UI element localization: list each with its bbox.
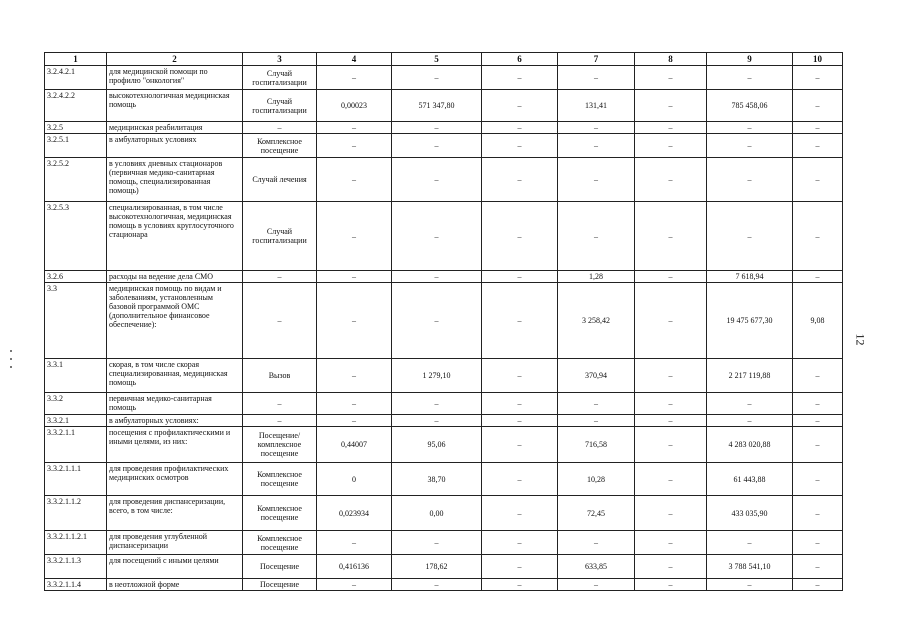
column-header: 9 [707, 53, 793, 66]
table-cell: – [558, 579, 635, 591]
table-cell: – [482, 202, 558, 271]
column-header: 10 [793, 53, 843, 66]
table-cell: – [317, 134, 392, 158]
table-cell: – [793, 122, 843, 134]
table-cell: – [243, 271, 317, 283]
table-cell: – [707, 579, 793, 591]
row-code: 3.3 [45, 283, 107, 359]
table-cell: – [482, 415, 558, 427]
table-cell: Посещение [243, 555, 317, 579]
table-row [45, 283, 843, 359]
table-cell: 370,94 [558, 359, 635, 393]
row-code: 3.2.5.3 [45, 202, 107, 271]
table-cell: – [793, 415, 843, 427]
table-cell: – [392, 415, 482, 427]
table-cell: – [558, 158, 635, 202]
row-description: для медицинской помощи по профилю "онкология" [107, 66, 243, 90]
table-cell: – [635, 496, 707, 531]
table-cell: 178,62 [392, 555, 482, 579]
table-cell: 72,45 [558, 496, 635, 531]
column-header: 3 [243, 53, 317, 66]
table-cell: – [635, 555, 707, 579]
column-header: 1 [45, 53, 107, 66]
table-cell: – [482, 531, 558, 555]
table-cell: – [793, 90, 843, 122]
row-description: в условиях дневных стационаров (первичная медико-санитарная помощь, специализированная помощь) [107, 158, 243, 202]
table-cell: – [392, 66, 482, 90]
scan-mark [10, 366, 12, 368]
table-cell: – [392, 202, 482, 271]
table-cell: – [793, 359, 843, 393]
row-code: 3.3.2 [45, 393, 107, 415]
row-code: 3.3.2.1 [45, 415, 107, 427]
table-cell: – [317, 415, 392, 427]
row-code: 3.3.2.1.1.1 [45, 463, 107, 496]
table-cell: – [793, 271, 843, 283]
table-cell: – [707, 134, 793, 158]
row-code: 3.2.5 [45, 122, 107, 134]
table-cell: – [482, 463, 558, 496]
row-code: 3.3.2.1.1.4 [45, 579, 107, 591]
table-cell: – [635, 531, 707, 555]
row-description: для посещений с иными целями [107, 555, 243, 579]
table-cell: 10,28 [558, 463, 635, 496]
row-code: 3.3.2.1.1.2.1 [45, 531, 107, 555]
table-cell: Комплексное посещение [243, 496, 317, 531]
table-cell: 131,41 [558, 90, 635, 122]
table-cell: – [558, 393, 635, 415]
table-cell: 0,00023 [317, 90, 392, 122]
table-cell: 7 618,94 [707, 271, 793, 283]
table-cell: – [482, 271, 558, 283]
table-body [45, 53, 843, 591]
table-cell: 0,44007 [317, 427, 392, 463]
table-cell: – [243, 415, 317, 427]
row-description: посещения с профилактическими и иными целями, из них: [107, 427, 243, 463]
table-cell: – [558, 134, 635, 158]
table-cell: 571 347,80 [392, 90, 482, 122]
table-cell: – [707, 158, 793, 202]
table-cell: – [317, 202, 392, 271]
table-cell: 2 217 119,88 [707, 359, 793, 393]
table-cell: – [482, 579, 558, 591]
table-row [45, 555, 843, 579]
table-cell: – [392, 122, 482, 134]
table-cell: – [635, 271, 707, 283]
row-description: высокотехнологичная медицинская помощь [107, 90, 243, 122]
table-cell: – [392, 579, 482, 591]
row-code: 3.3.2.1.1 [45, 427, 107, 463]
column-header: 6 [482, 53, 558, 66]
table-row [45, 359, 843, 393]
table-cell: – [243, 393, 317, 415]
table-cell: – [793, 393, 843, 415]
table-cell: – [635, 283, 707, 359]
table-cell: – [392, 158, 482, 202]
table-cell: – [635, 359, 707, 393]
table-cell: Посещение/ комплексное посещение [243, 427, 317, 463]
table-row [45, 531, 843, 555]
row-code: 3.3.2.1.1.2 [45, 496, 107, 531]
row-code: 3.2.6 [45, 271, 107, 283]
table-row [45, 393, 843, 415]
table-cell: Комплексное посещение [243, 463, 317, 496]
scan-mark [10, 358, 12, 360]
table-cell: – [482, 393, 558, 415]
table-cell: 0,00 [392, 496, 482, 531]
table-cell: – [392, 283, 482, 359]
table-cell: Комплексное посещение [243, 134, 317, 158]
table-row [45, 463, 843, 496]
table-cell: Случай госпитализации [243, 90, 317, 122]
table-row [45, 202, 843, 271]
row-description: скорая, в том числе скорая специализированная, медицинская помощь [107, 359, 243, 393]
table-cell: 4 283 020,88 [707, 427, 793, 463]
table-cell: – [392, 134, 482, 158]
table-cell: 433 035,90 [707, 496, 793, 531]
row-description: медицинская помощь по видам и заболеваниям, установленным базовой программой ОМС (дополнительное финансовое обеспечение): [107, 283, 243, 359]
table-row [45, 122, 843, 134]
column-header: 7 [558, 53, 635, 66]
table-cell: Случай госпитализации [243, 202, 317, 271]
page-number: 12 [853, 333, 868, 346]
table-cell: – [635, 427, 707, 463]
table-cell: – [392, 531, 482, 555]
row-description: расходы на ведение дела СМО [107, 271, 243, 283]
row-description: в неотложной форме [107, 579, 243, 591]
row-code: 3.2.5.2 [45, 158, 107, 202]
table-cell: 785 458,06 [707, 90, 793, 122]
table-cell: – [707, 531, 793, 555]
table-cell: – [635, 579, 707, 591]
table-cell: – [793, 531, 843, 555]
scan-mark [10, 350, 12, 352]
table-cell: Посещение [243, 579, 317, 591]
table-cell: – [635, 415, 707, 427]
table-cell: – [482, 555, 558, 579]
table-cell: – [317, 271, 392, 283]
table-cell: – [793, 496, 843, 531]
table-cell: 95,06 [392, 427, 482, 463]
table-cell: – [793, 427, 843, 463]
table-cell: – [482, 283, 558, 359]
table-cell: – [243, 283, 317, 359]
table-cell: – [793, 158, 843, 202]
table-cell: – [243, 122, 317, 134]
row-description: в амбулаторных условиях: [107, 415, 243, 427]
row-description: в амбулаторных условиях [107, 134, 243, 158]
table-cell: 61 443,88 [707, 463, 793, 496]
table-cell: 3 788 541,10 [707, 555, 793, 579]
table-cell: – [635, 90, 707, 122]
table-cell: – [482, 134, 558, 158]
row-code: 3.3.1 [45, 359, 107, 393]
table-cell: – [635, 463, 707, 496]
table-cell: – [392, 271, 482, 283]
table-row [45, 134, 843, 158]
table-row [45, 271, 843, 283]
table-cell: – [793, 202, 843, 271]
table-cell: 1,28 [558, 271, 635, 283]
row-code: 3.2.4.2.2 [45, 90, 107, 122]
column-header: 8 [635, 53, 707, 66]
table-cell: – [482, 122, 558, 134]
column-header: 5 [392, 53, 482, 66]
table-cell: 0 [317, 463, 392, 496]
table-cell: – [707, 393, 793, 415]
row-description: для проведения диспансеризации, всего, в том числе: [107, 496, 243, 531]
table-cell: – [317, 531, 392, 555]
table-cell: 38,70 [392, 463, 482, 496]
row-code: 3.2.5.1 [45, 134, 107, 158]
table-cell: – [558, 415, 635, 427]
table-cell: – [482, 496, 558, 531]
table-cell: – [707, 415, 793, 427]
table-cell: 0,023934 [317, 496, 392, 531]
table-cell: 716,58 [558, 427, 635, 463]
table-cell: – [317, 122, 392, 134]
table-cell: – [707, 122, 793, 134]
table-cell: – [635, 202, 707, 271]
table-cell: – [635, 66, 707, 90]
table-cell: – [317, 158, 392, 202]
table-row [45, 66, 843, 90]
table-cell: – [558, 122, 635, 134]
row-code: 3.3.2.1.1.3 [45, 555, 107, 579]
table-row [45, 427, 843, 463]
table-cell: – [793, 66, 843, 90]
row-description: для проведения профилактических медицинских осмотров [107, 463, 243, 496]
table-cell: – [793, 463, 843, 496]
table-cell: – [635, 134, 707, 158]
table-cell: 9,08 [793, 283, 843, 359]
table-cell: – [482, 359, 558, 393]
table-cell: Случай лечения [243, 158, 317, 202]
table-cell: – [558, 202, 635, 271]
table-cell: – [482, 427, 558, 463]
table-cell: – [392, 393, 482, 415]
table-cell: 19 475 677,30 [707, 283, 793, 359]
table-row [45, 496, 843, 531]
table-cell: – [558, 531, 635, 555]
table-cell: – [558, 66, 635, 90]
table-row [45, 415, 843, 427]
table-cell: – [793, 134, 843, 158]
table-cell: – [317, 359, 392, 393]
row-description: специализированная, в том числе высокотехнологичная, медицинская помощь в условиях круглосуточного стационара [107, 202, 243, 271]
row-description: первичная медико-санитарная помощь [107, 393, 243, 415]
table-row [45, 579, 843, 591]
table-cell: – [317, 393, 392, 415]
table-cell: – [635, 158, 707, 202]
table-cell: – [793, 579, 843, 591]
table-cell: 1 279,10 [392, 359, 482, 393]
table-cell: – [317, 66, 392, 90]
table-cell: Комплексное посещение [243, 531, 317, 555]
table-cell: – [707, 202, 793, 271]
tariff-table [44, 52, 843, 591]
table-cell: Случай госпитализации [243, 66, 317, 90]
row-description: для проведения углубленной диспансеризации [107, 531, 243, 555]
table-cell: 3 258,42 [558, 283, 635, 359]
table-cell: – [707, 66, 793, 90]
table-cell: 633,85 [558, 555, 635, 579]
table-cell: – [317, 579, 392, 591]
table-cell: – [635, 393, 707, 415]
table-cell: – [793, 555, 843, 579]
table-cell: 0,416136 [317, 555, 392, 579]
row-description: медицинская реабилитация [107, 122, 243, 134]
table-cell: – [635, 122, 707, 134]
table-header-row [45, 53, 843, 66]
table-cell: – [482, 66, 558, 90]
table-row [45, 90, 843, 122]
table-cell: – [482, 90, 558, 122]
table-cell: Вызов [243, 359, 317, 393]
column-header: 2 [107, 53, 243, 66]
table-row [45, 158, 843, 202]
table-cell: – [482, 158, 558, 202]
column-header: 4 [317, 53, 392, 66]
row-code: 3.2.4.2.1 [45, 66, 107, 90]
table-cell: – [317, 283, 392, 359]
